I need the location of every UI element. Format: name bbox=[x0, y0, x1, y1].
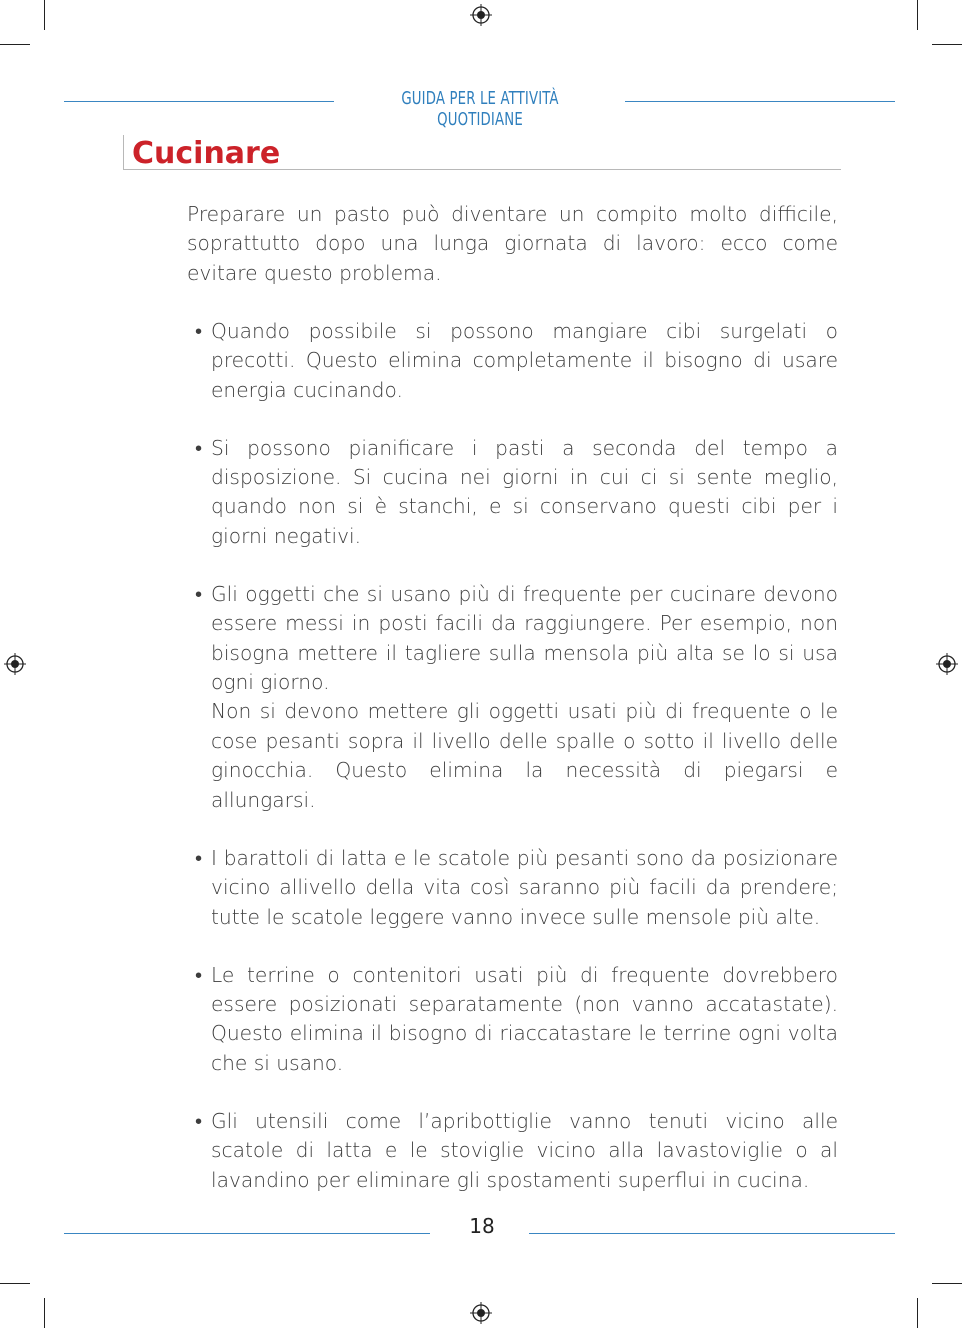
header-rule-left bbox=[64, 101, 334, 102]
bullet-icon: • bbox=[195, 962, 203, 987]
list-item bbox=[187, 317, 838, 405]
crop-mark-top-left-v bbox=[44, 0, 45, 30]
list-item bbox=[187, 844, 838, 932]
header-rule-right bbox=[625, 101, 895, 102]
running-header: GUIDA PER LE ATTIVITÀ QUOTIDIANE bbox=[401, 88, 559, 130]
crop-mark-bottom-right-v bbox=[917, 1298, 918, 1328]
list-item-text: Quando possibile si possono mangiare cibi surgelati o precotti. Questo elimina completamente il bisogno di usare energia cucinando. bbox=[211, 318, 838, 402]
footer-rule-left bbox=[64, 1233, 430, 1234]
list-item-text: Gli oggetti che si usano più di frequente per cucinare devono essere messi in posti facili da raggiungere. Per esempio, non bisogna mettere il tagliere sulla mensola più alta se lo si usa ogni giorno. bbox=[211, 581, 838, 695]
page-number: 18 bbox=[469, 1214, 495, 1238]
list-item bbox=[187, 1107, 838, 1195]
registration-mark-left-icon bbox=[4, 653, 26, 675]
list-item-continuation: Non si devono mettere gli oggetti usati più di frequente o le cose pesanti sopra il livello delle spalle o sotto il livello delle ginocchia. Questo elimina la necessità di piegarsi e allungarsi. bbox=[211, 699, 838, 812]
crop-mark-top-left-h bbox=[0, 44, 30, 45]
bullet-icon: • bbox=[195, 1108, 203, 1133]
list-item bbox=[187, 580, 838, 815]
list-item-text: Si possono pianificare i pasti a seconda del tempo a disposizione. Si cucina nei giorni in cui ci si sente meglio, quando non si è stanchi, e si conservano questi cibi per i giorni negativi. bbox=[211, 435, 838, 548]
registration-mark-bottom-icon bbox=[470, 1302, 492, 1324]
bullet-icon: • bbox=[195, 318, 203, 343]
registration-mark-top-icon bbox=[470, 4, 492, 26]
footer-rule-right bbox=[529, 1233, 895, 1234]
body-content bbox=[187, 200, 838, 1195]
list-item-text: Le terrine o contenitori usati più di frequente dovrebbero essere posizionati separatamente (non vanno accatastate). Questo elimina il bisogno di riaccatastare le terrine ogni volta che si usano. bbox=[211, 962, 838, 1075]
registration-mark-right-icon bbox=[936, 653, 958, 675]
list-item bbox=[187, 961, 838, 1079]
crop-mark-bottom-right-h bbox=[932, 1283, 962, 1284]
bullet-icon: • bbox=[195, 845, 203, 870]
crop-mark-bottom-left-v bbox=[44, 1298, 45, 1328]
list-item bbox=[187, 434, 838, 552]
crop-mark-bottom-left-h bbox=[0, 1283, 30, 1284]
section-title: Cucinare bbox=[132, 136, 281, 171]
intro-paragraph: Preparare un pasto può diventare un compito molto difficile, soprattutto dopo una lunga giornata di lavoro: ecco come evitare questo problema. bbox=[187, 202, 838, 285]
bullet-icon: • bbox=[195, 581, 203, 606]
crop-mark-top-right-v bbox=[917, 0, 918, 30]
crop-mark-top-right-h bbox=[932, 44, 962, 45]
bullet-icon: • bbox=[195, 435, 203, 460]
list-item-text: I barattoli di latta e le scatole più pesanti sono da posizionare vicino allivello della vita così saranno più facili da prendere; tutte le scatole leggere vanno invece sulle mensole più alte. bbox=[211, 845, 838, 929]
list-item-text: Gli utensili come l’apribottiglie vanno tenuti vicino alle scatole di latta e le stoviglie vicino alla lavastoviglie o al lavandino per eliminare gli spostamenti superflui in cucina. bbox=[211, 1108, 838, 1192]
